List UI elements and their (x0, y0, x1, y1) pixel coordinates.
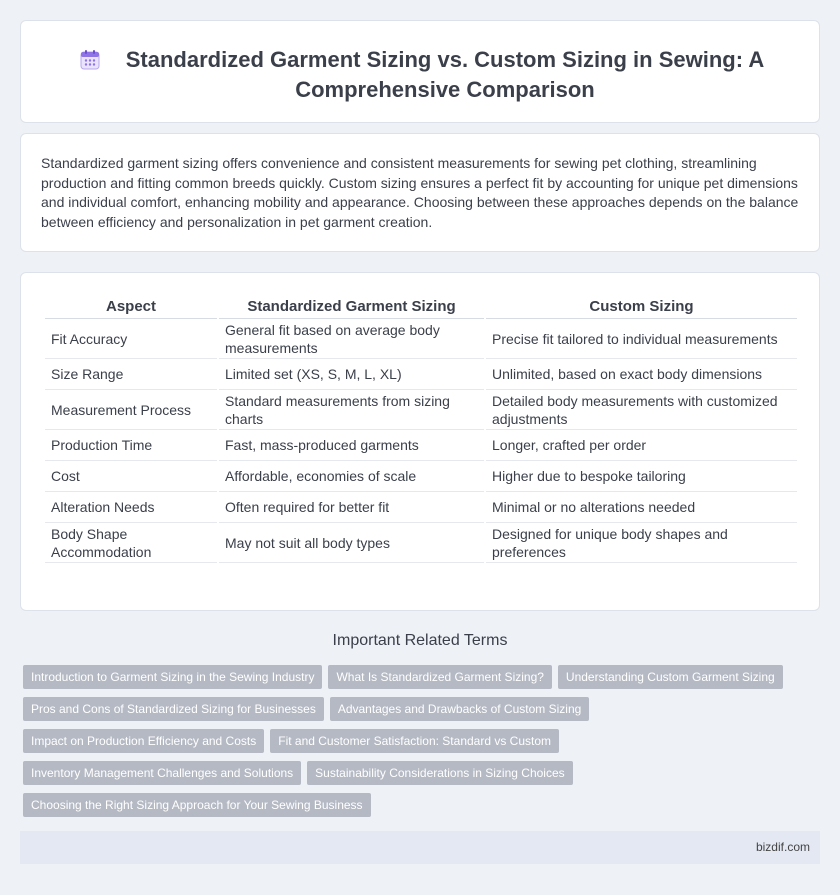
related-terms-list (23, 665, 803, 825)
row-standardized: General fit based on average body measurements (219, 319, 484, 359)
row-aspect: Body Shape Accommodation (45, 523, 217, 563)
table-header-row (45, 295, 797, 319)
related-terms-title: Important Related Terms (332, 632, 508, 649)
row-aspect: Measurement Process (45, 390, 217, 430)
row-standardized: Standard measurements from sizing charts (219, 390, 484, 430)
footer (20, 831, 820, 864)
row-custom: Designed for unique body shapes and preferences (486, 523, 797, 563)
row-aspect: Alteration Needs (45, 492, 217, 523)
row-custom: Precise fit tailored to individual measurements (486, 319, 797, 359)
table-row (45, 390, 797, 430)
table-row (45, 461, 797, 492)
related-tag[interactable]: Advantages and Drawbacks of Custom Sizing (330, 697, 589, 721)
header-standardized: Standardized Garment Sizing (219, 295, 484, 319)
table-row (45, 523, 797, 563)
related-tag[interactable]: Pros and Cons of Standardized Sizing for Businesses (23, 697, 324, 721)
row-standardized: Limited set (XS, S, M, L, XL) (219, 359, 484, 390)
title-card (20, 20, 820, 123)
row-custom: Minimal or no alterations needed (486, 492, 797, 523)
intro-card (20, 133, 820, 252)
page-title: Standardized Garment Sizing vs. Custom Sizing in Sewing: A Comprehensive Comparison (125, 47, 765, 102)
row-standardized: May not suit all body types (219, 523, 484, 563)
related-tag[interactable]: What Is Standardized Garment Sizing? (328, 665, 551, 689)
related-tag[interactable]: Introduction to Garment Sizing in the Sewing Industry (23, 665, 322, 689)
related-tag[interactable]: Impact on Production Efficiency and Costs (23, 729, 264, 753)
row-custom: Unlimited, based on exact body dimensions (486, 359, 797, 390)
header-custom: Custom Sizing (486, 295, 797, 319)
header-aspect: Aspect (45, 295, 217, 319)
row-standardized: Fast, mass-produced garments (219, 430, 484, 461)
row-aspect: Production Time (45, 430, 217, 461)
related-tag[interactable]: Sustainability Considerations in Sizing Choices (307, 761, 572, 785)
table-row (45, 319, 797, 359)
row-aspect: Fit Accuracy (45, 319, 217, 359)
related-tag[interactable]: Inventory Management Challenges and Solutions (23, 761, 301, 785)
footer-site-link[interactable]: bizdif.com (755, 840, 810, 854)
row-custom: Higher due to bespoke tailoring (486, 461, 797, 492)
related-tag[interactable]: Fit and Customer Satisfaction: Standard vs Custom (270, 729, 559, 753)
table-row (45, 492, 797, 523)
related-tag[interactable]: Choosing the Right Sizing Approach for Your Sewing Business (23, 793, 371, 817)
row-aspect: Size Range (45, 359, 217, 390)
table-row (45, 430, 797, 461)
table-row (45, 359, 797, 390)
row-aspect: Cost (45, 461, 217, 492)
row-custom: Detailed body measurements with customized adjustments (486, 390, 797, 430)
row-custom: Longer, crafted per order (486, 430, 797, 461)
comparison-table-card (20, 272, 820, 611)
comparison-table (43, 295, 799, 563)
row-standardized: Affordable, economies of scale (219, 461, 484, 492)
row-standardized: Often required for better fit (219, 492, 484, 523)
intro-paragraph: Standardized garment sizing offers convenience and consistent measurements for sewing pet clothing, streamlining production and fitting common breeds quickly. Custom sizing ensures a perfect fit by accounting for unique pet dimensions and individual comfort, enhancing mobility and appearance. Choosing between these approaches depends on the balance between efficiency and personalization in pet garment creation. (41, 155, 799, 230)
related-tag[interactable]: Understanding Custom Garment Sizing (558, 665, 783, 689)
